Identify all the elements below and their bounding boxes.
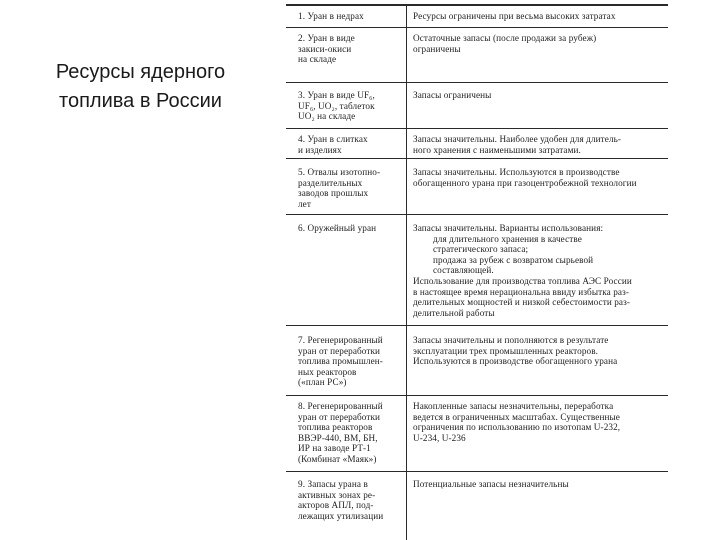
cell-line: ведется в ограниченных масштабах. Существенные bbox=[413, 411, 620, 422]
cell-line: делительной работы bbox=[413, 307, 495, 318]
cell-line: и изделиях bbox=[298, 144, 342, 155]
cell-line: ных реакторов bbox=[298, 366, 357, 377]
cell-line: 2. Уран в виде bbox=[298, 33, 355, 43]
row-separator bbox=[286, 395, 668, 396]
table-row-9-status bbox=[413, 479, 675, 490]
row-separator bbox=[286, 82, 668, 83]
cell-line: составляющей. bbox=[433, 265, 494, 276]
cell-line: ограничены bbox=[413, 43, 461, 54]
cell-line: Запасы значительны и пополняются в результате bbox=[413, 335, 609, 345]
cell-line: 7. Регенерированный bbox=[298, 335, 383, 345]
cell-line: 1. Уран в недрах bbox=[298, 11, 364, 21]
cell-line: Накопленные запасы незначительны, переработка bbox=[413, 401, 614, 411]
cell-line: уран от переработки bbox=[298, 411, 381, 422]
slide-title-line-2: топлива в России bbox=[59, 90, 222, 112]
row-separator bbox=[286, 214, 668, 215]
cell-line: 5. Отвалы изотопно- bbox=[298, 167, 381, 177]
row-separator bbox=[286, 128, 668, 129]
cell-line: Ресурсы ограничены при весьма высоких затратах bbox=[413, 11, 616, 21]
cell-line: (Комбинат «Маяк») bbox=[298, 453, 377, 464]
cell-line: обогащенного урана при газоцентробежной технологии bbox=[413, 177, 637, 188]
cell-line: Остаточные запасы (после продажи за рубеж) bbox=[413, 33, 597, 43]
table-row-6-status bbox=[413, 223, 675, 318]
cell-line: продажа за рубеж с возвратом сырьевой bbox=[433, 254, 594, 265]
table-top-border bbox=[286, 4, 668, 6]
cell-line: уран от переработки bbox=[298, 345, 381, 356]
cell-line: ограничения по использованию по изотопам U-232, bbox=[413, 422, 621, 433]
cell-line: 8. Регенерированный bbox=[298, 401, 383, 411]
table-row-3-resource bbox=[298, 90, 402, 122]
cell-line: стратегического запаса; bbox=[433, 244, 529, 255]
row-separator bbox=[286, 27, 668, 28]
table-row-8-status bbox=[413, 401, 675, 443]
table-row-4-status bbox=[413, 134, 675, 155]
cell-line: 9. Запасы урана в bbox=[298, 479, 368, 489]
cell-line: в настоящее время нерациональна ввиду избытка раз- bbox=[413, 286, 629, 297]
table-row-5-resource bbox=[298, 167, 402, 209]
cell-line: ИР на заводе РТ-1 bbox=[298, 443, 371, 454]
cell-line: акторов АПЛ, под- bbox=[298, 500, 374, 511]
cell-line: UO₂ на складе bbox=[298, 111, 356, 122]
cell-line: эксплуатации трех промышленных реакторов. bbox=[413, 345, 599, 356]
table-row-2-resource bbox=[298, 33, 402, 65]
cell-line: активных зонах ре- bbox=[298, 489, 376, 500]
table-row-9-resource bbox=[298, 479, 402, 521]
cell-line: топлива промышлен- bbox=[298, 356, 383, 367]
cell-line: Запасы ограничены bbox=[413, 90, 492, 100]
table-row-7-status bbox=[413, 335, 675, 367]
cell-line: разделительных bbox=[298, 177, 363, 188]
cell-line: ного хранения с наименьшими затратами. bbox=[413, 144, 581, 155]
cell-line: UF₆, UO₂, таблеток bbox=[298, 100, 375, 111]
cell-line: лежащих утилизации bbox=[298, 510, 384, 521]
table-row-4-resource bbox=[298, 134, 402, 155]
slide-title bbox=[18, 58, 263, 116]
cell-line: Запасы значительны. Наиболее удобен для длитель- bbox=[413, 134, 622, 144]
table-row-1-status bbox=[413, 11, 675, 22]
cell-line: U-234, U-236 bbox=[413, 432, 466, 443]
cell-line: («план РС») bbox=[298, 377, 347, 388]
cell-line: 6. Оружейный уран bbox=[298, 223, 377, 233]
cell-line: заводов прошлых bbox=[298, 188, 369, 199]
scanned-table bbox=[282, 0, 675, 540]
table-row-7-resource bbox=[298, 335, 402, 388]
table-row-2-status bbox=[413, 33, 675, 54]
cell-line: Используются в производстве обогащенного урана bbox=[413, 356, 618, 367]
cell-line: 4. Уран в слитках bbox=[298, 134, 368, 144]
row-separator bbox=[286, 325, 668, 326]
cell-line: на складе bbox=[298, 54, 337, 65]
row-separator bbox=[286, 158, 668, 159]
cell-line: лет bbox=[298, 198, 311, 209]
cell-line: Использование для производства топлива АЭС России bbox=[413, 275, 632, 286]
cell-line: 3. Уран в виде UF₆, bbox=[298, 90, 375, 100]
cell-line: топлива реакторов bbox=[298, 422, 373, 433]
table-row-8-resource bbox=[298, 401, 402, 465]
table-row-1-resource bbox=[298, 11, 402, 22]
cell-line: Потенциальные запасы незначительны bbox=[413, 479, 569, 489]
column-divider bbox=[406, 4, 407, 540]
cell-line: ВВЭР-440, ВМ, БН, bbox=[298, 432, 378, 443]
row-separator bbox=[286, 471, 668, 472]
table-row-5-status bbox=[413, 167, 675, 188]
cell-line: для длительного хранения в качестве bbox=[433, 233, 582, 244]
table-row-3-status bbox=[413, 90, 675, 101]
cell-line: делительных мощностей и низкой себестоимости раз- bbox=[413, 297, 631, 308]
slide-title-line-1: Ресурсы ядерного bbox=[55, 61, 226, 83]
cell-line: Запасы значительны. Варианты использования: bbox=[413, 223, 604, 233]
cell-line: Запасы значительны. Используются в производстве bbox=[413, 167, 620, 177]
table-row-6-resource bbox=[298, 223, 402, 234]
cell-line: закиси-окиси bbox=[298, 43, 352, 54]
